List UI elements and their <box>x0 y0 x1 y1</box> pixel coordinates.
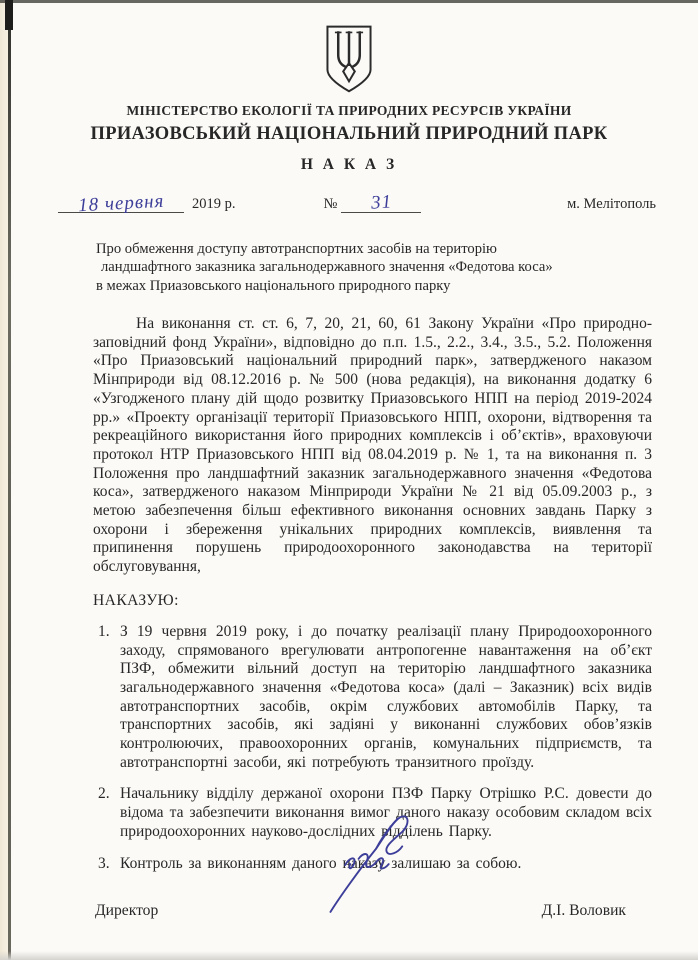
order-item <box>98 623 652 773</box>
signer-role: Директор <box>95 902 159 920</box>
subject-line: ландшафтного заказника загальнодержавного значення «Федотова коса» <box>101 259 553 276</box>
item-text: Контроль за виконанням даного наказу залишаю за собою. <box>120 854 522 872</box>
number-label: № <box>323 195 338 212</box>
city-label: м. Мелітополь <box>567 195 656 212</box>
scan-corner-mark <box>5 0 13 30</box>
item-number: 3. <box>98 854 110 872</box>
signer-name: Д.І. Воловик <box>541 902 626 920</box>
subject-block <box>96 240 698 296</box>
scan-edge-strip <box>0 0 8 960</box>
handwritten-signature <box>318 803 422 921</box>
meta-row <box>58 190 656 216</box>
item-text: З 19 червня 2019 року, і до початку реалізації плану Природоохоронного заходу, спрямованого врегулювати антропогенне навантаження на об’єкт ПЗФ, обмежити вільний доступ на територію ландшафтного заказника загальнодержавного значення «Федотова коса» (далі – Заказник) всіх видів автотранспортних засобів, окрім службових автомобілів Парку, та транспортних засобів, які задіяні у виконанні службових обов’язків контролюючих, правоохоронних органів, комунальних підприємств, та автотранспортні засоби, які потребують транзитного проїзду. <box>120 622 652 771</box>
date-field <box>58 190 184 216</box>
number-field <box>324 190 422 213</box>
scan-edge-line-left <box>8 0 11 960</box>
scan-bottom-shadow <box>0 951 698 960</box>
item-text: Начальнику відділу держаної охорони ПЗФ Парку Отрішко Р.С. довести до відома та забезпечити виконання вимог даного наказу особовим складом всіх природоохоронних науково-дослідних відділень Парку. <box>120 785 652 840</box>
item-number: 2. <box>98 785 110 803</box>
item-number: 1. <box>98 622 110 640</box>
organization-name: ПРИАЗОВСЬКИЙ НАЦІОНАЛЬНИЙ ПРИРОДНИЙ ПАРК <box>90 123 608 144</box>
handwritten-number: 31 <box>370 190 393 214</box>
number-underline <box>341 190 421 213</box>
ministry-name: МІНІСТЕРСТВО ЕКОЛОГІЇ ТА ПРИРОДНИХ РЕСУРСІВ УКРАЇНИ <box>126 102 572 118</box>
subject-line: Про обмеження доступу автотранспортних засобів на територію <box>96 240 497 257</box>
resolution-label: НАКАЗУЮ: <box>93 591 179 609</box>
ukraine-trident-icon <box>320 25 378 95</box>
preamble-paragraph: На виконання ст. ст. 6, 7, 20, 21, 60, 61 Закону України «Про природно-заповідний фонд України», відповідно до п.п. 1.5., 2.2., 3.4., 3.5., 5.2. Положення «Про Приазовський національний природний парк», затвердженого наказом Мінприроди від 08.12.2016 р. № 500 (нова редакція), на виконання додатку 6 «Узгодженого плану дій щодо розвитку Приазовського НПП на період 2019-2024 рр.» «Проекту організації території Приазовського НПП, охорони, відтворення та рекреаційного використання його природних комплексів і об’єктів», враховуючи протокол НТР Приазовського НПП від 08.04.2019 р. № 1, та на виконання п. 3 Положення про ландшафтний заказник загальнодержавного значення «Федотова коса», затвердженого наказом Мінприроди України № 21 від 05.09.2003 р., з метою забезпечення більш ефективного виконання основних завдань Парку з охорони і збереження унікальних природних комплексів, виявлення та припинення порушень природоохоронного законодавства на території обслуговування, <box>93 314 652 576</box>
scan-edge-line-top <box>0 0 698 3</box>
subject-line: в межах Приазовського національного природного парку <box>96 278 451 295</box>
document-type-title: Н А К А З <box>300 155 398 173</box>
date-year: 2019 р. <box>192 195 236 212</box>
handwritten-date: 18 червня <box>77 190 165 216</box>
